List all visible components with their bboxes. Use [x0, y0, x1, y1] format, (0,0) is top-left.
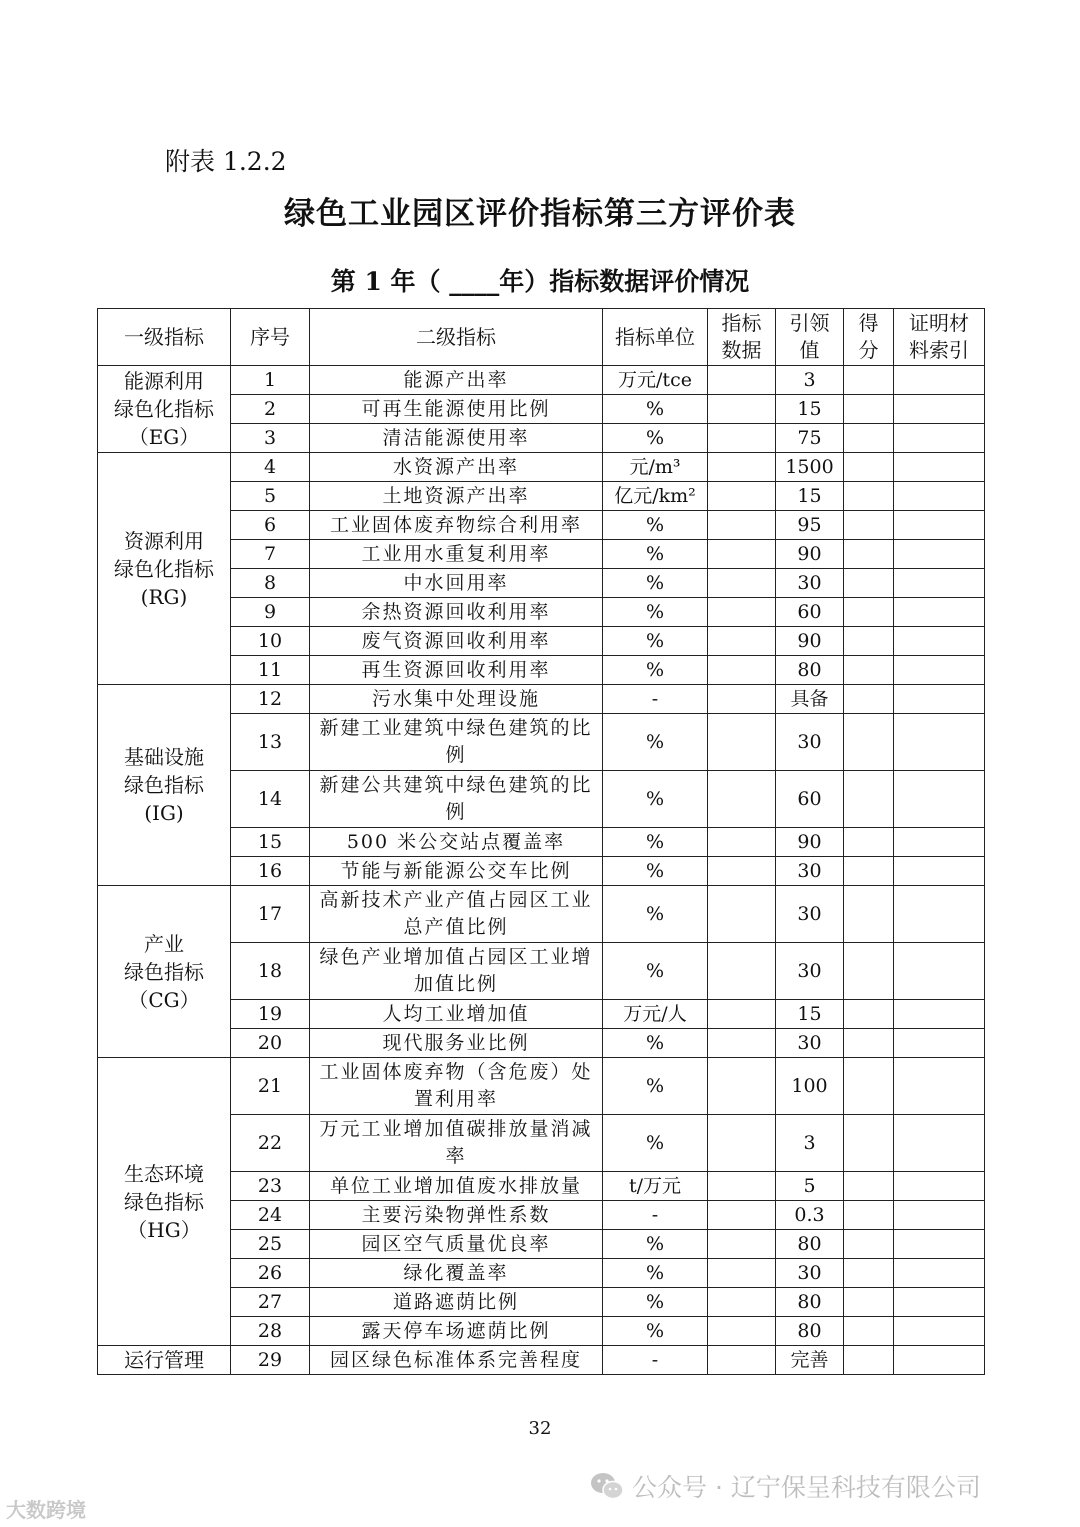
unit-cell: % — [603, 857, 708, 886]
level1-cell: 产业 绿色指标 （CG） — [98, 886, 231, 1058]
seq-cell: 29 — [231, 1346, 310, 1375]
seq-cell: 15 — [231, 828, 310, 857]
proof-cell — [894, 1288, 985, 1317]
proof-cell — [894, 1201, 985, 1230]
seq-cell: 17 — [231, 886, 310, 943]
table-body — [98, 366, 985, 1375]
data-cell — [708, 598, 776, 627]
lead-cell: 30 — [776, 943, 844, 1000]
header-proof: 证明材 料索引 — [894, 309, 985, 366]
table-row — [98, 1230, 985, 1259]
score-cell — [844, 395, 894, 424]
table-row — [98, 1115, 985, 1172]
proof-cell — [894, 1115, 985, 1172]
seq-cell: 13 — [231, 714, 310, 771]
unit-cell: % — [603, 1288, 708, 1317]
table-row — [98, 714, 985, 771]
table-row — [98, 482, 985, 511]
level1-cell: 能源利用 绿色化指标 （EG） — [98, 366, 231, 453]
unit-cell: % — [603, 627, 708, 656]
score-cell — [844, 886, 894, 943]
header-data: 指标 数据 — [708, 309, 776, 366]
level2-cell: 主要污染物弹性系数 — [310, 1201, 603, 1230]
lead-cell: 100 — [776, 1058, 844, 1115]
table-row — [98, 1172, 985, 1201]
appendix-label: 附表 1.2.2 — [165, 147, 287, 176]
lead-cell: 30 — [776, 1029, 844, 1058]
score-cell — [844, 1172, 894, 1201]
data-cell — [708, 656, 776, 685]
proof-cell — [894, 943, 985, 1000]
data-cell — [708, 395, 776, 424]
unit-cell: % — [603, 1259, 708, 1288]
score-cell — [844, 771, 894, 828]
unit-cell: % — [603, 511, 708, 540]
level2-cell: 园区绿色标准体系完善程度 — [310, 1346, 603, 1375]
seq-cell: 20 — [231, 1029, 310, 1058]
unit-cell: % — [603, 540, 708, 569]
level2-cell: 污水集中处理设施 — [310, 685, 603, 714]
level2-cell: 新建公共建筑中绿色建筑的比例 — [310, 771, 603, 828]
data-cell — [708, 857, 776, 886]
data-cell — [708, 540, 776, 569]
data-cell — [708, 685, 776, 714]
score-cell — [844, 1115, 894, 1172]
proof-cell — [894, 569, 985, 598]
level2-cell: 工业固体废弃物（含危废）处置利用率 — [310, 1058, 603, 1115]
score-cell — [844, 1230, 894, 1259]
seq-cell: 25 — [231, 1230, 310, 1259]
lead-cell: 5 — [776, 1172, 844, 1201]
unit-cell: % — [603, 1058, 708, 1115]
proof-cell — [894, 482, 985, 511]
score-cell — [844, 1346, 894, 1375]
level2-cell: 绿色产业增加值占园区工业增加值比例 — [310, 943, 603, 1000]
level2-cell: 万元工业增加值碳排放量消减率 — [310, 1115, 603, 1172]
data-cell — [708, 1029, 776, 1058]
data-cell — [708, 1288, 776, 1317]
lead-cell: 80 — [776, 1288, 844, 1317]
score-cell — [844, 540, 894, 569]
level1-cell: 生态环境 绿色指标 （HG） — [98, 1058, 231, 1346]
level1-cell: 运行管理 — [98, 1346, 231, 1375]
lead-cell: 30 — [776, 714, 844, 771]
proof-cell — [894, 685, 985, 714]
lead-cell: 30 — [776, 886, 844, 943]
table-row — [98, 1029, 985, 1058]
level2-cell: 能源产出率 — [310, 366, 603, 395]
unit-cell: 亿元/km² — [603, 482, 708, 511]
level2-cell: 现代服务业比例 — [310, 1029, 603, 1058]
table-row — [98, 1058, 985, 1115]
score-cell — [844, 511, 894, 540]
proof-cell — [894, 714, 985, 771]
level2-cell: 新建工业建筑中绿色建筑的比例 — [310, 714, 603, 771]
wechat-icon — [590, 1471, 624, 1501]
seq-cell: 9 — [231, 598, 310, 627]
lead-cell: 0.3 — [776, 1201, 844, 1230]
proof-cell — [894, 598, 985, 627]
unit-cell: 万元/tce — [603, 366, 708, 395]
level2-cell: 园区空气质量优良率 — [310, 1230, 603, 1259]
unit-cell: % — [603, 771, 708, 828]
lead-cell: 具备 — [776, 685, 844, 714]
proof-cell — [894, 771, 985, 828]
level2-cell: 余热资源回收利用率 — [310, 598, 603, 627]
level1-cell: 资源利用 绿色化指标 (RG) — [98, 453, 231, 685]
level2-cell: 500 米公交站点覆盖率 — [310, 828, 603, 857]
lead-cell: 3 — [776, 366, 844, 395]
seq-cell: 7 — [231, 540, 310, 569]
level1-cell: 基础设施 绿色指标 (IG) — [98, 685, 231, 886]
data-cell — [708, 1346, 776, 1375]
table-row — [98, 943, 985, 1000]
unit-cell: % — [603, 569, 708, 598]
level2-cell: 单位工业增加值废水排放量 — [310, 1172, 603, 1201]
table-row — [98, 627, 985, 656]
data-cell — [708, 886, 776, 943]
seq-cell: 12 — [231, 685, 310, 714]
proof-cell — [894, 453, 985, 482]
table-row — [98, 771, 985, 828]
table-row — [98, 656, 985, 685]
page-title: 绿色工业园区评价指标第三方评价表 — [284, 196, 796, 232]
score-cell — [844, 685, 894, 714]
level2-cell: 中水回用率 — [310, 569, 603, 598]
seq-cell: 3 — [231, 424, 310, 453]
table-row — [98, 424, 985, 453]
seq-cell: 23 — [231, 1172, 310, 1201]
level2-cell: 再生资源回收利用率 — [310, 656, 603, 685]
seq-cell: 27 — [231, 1288, 310, 1317]
seq-cell: 28 — [231, 1317, 310, 1346]
lead-cell: 90 — [776, 540, 844, 569]
data-cell — [708, 511, 776, 540]
seq-cell: 14 — [231, 771, 310, 828]
data-cell — [708, 424, 776, 453]
header-score: 得 分 — [844, 309, 894, 366]
header-level1: 一级指标 — [98, 309, 231, 366]
score-cell — [844, 1288, 894, 1317]
unit-cell: % — [603, 714, 708, 771]
header-seq: 序号 — [231, 309, 310, 366]
data-cell — [708, 627, 776, 656]
level2-cell: 工业用水重复利用率 — [310, 540, 603, 569]
lead-cell: 80 — [776, 1230, 844, 1259]
proof-cell — [894, 366, 985, 395]
proof-cell — [894, 395, 985, 424]
unit-cell: % — [603, 1115, 708, 1172]
score-cell — [844, 1000, 894, 1029]
lead-cell: 30 — [776, 1259, 844, 1288]
lead-cell: 90 — [776, 627, 844, 656]
data-cell — [708, 771, 776, 828]
lead-cell: 1500 — [776, 453, 844, 482]
seq-cell: 2 — [231, 395, 310, 424]
lead-cell: 60 — [776, 771, 844, 828]
lead-cell: 30 — [776, 857, 844, 886]
proof-cell — [894, 886, 985, 943]
seq-cell: 6 — [231, 511, 310, 540]
table-row — [98, 857, 985, 886]
data-cell — [708, 1317, 776, 1346]
table-row — [98, 685, 985, 714]
data-cell — [708, 828, 776, 857]
seq-cell: 19 — [231, 1000, 310, 1029]
unit-cell: % — [603, 656, 708, 685]
unit-cell: % — [603, 424, 708, 453]
data-cell — [708, 366, 776, 395]
table-row — [98, 1346, 985, 1375]
lead-cell: 75 — [776, 424, 844, 453]
table-row — [98, 395, 985, 424]
unit-cell: t/万元 — [603, 1172, 708, 1201]
data-cell — [708, 1201, 776, 1230]
score-cell — [844, 598, 894, 627]
unit-cell: % — [603, 395, 708, 424]
data-cell — [708, 482, 776, 511]
seq-cell: 1 — [231, 366, 310, 395]
seq-cell: 18 — [231, 943, 310, 1000]
proof-cell — [894, 1058, 985, 1115]
score-cell — [844, 656, 894, 685]
data-cell — [708, 1000, 776, 1029]
data-cell — [708, 714, 776, 771]
score-cell — [844, 366, 894, 395]
lead-cell: 80 — [776, 656, 844, 685]
evaluation-table — [97, 308, 985, 1375]
table-row — [98, 1317, 985, 1346]
data-cell — [708, 1259, 776, 1288]
proof-cell — [894, 857, 985, 886]
score-cell — [844, 1058, 894, 1115]
score-cell — [844, 569, 894, 598]
data-cell — [708, 569, 776, 598]
table-row — [98, 1259, 985, 1288]
proof-cell — [894, 1259, 985, 1288]
seq-cell: 4 — [231, 453, 310, 482]
unit-cell: 元/m³ — [603, 453, 708, 482]
unit-cell: % — [603, 943, 708, 1000]
corner-watermark: 大数跨境 — [6, 1498, 86, 1522]
level2-cell: 人均工业增加值 — [310, 1000, 603, 1029]
data-cell — [708, 1172, 776, 1201]
data-cell — [708, 1115, 776, 1172]
unit-cell: % — [603, 886, 708, 943]
seq-cell: 16 — [231, 857, 310, 886]
seq-cell: 24 — [231, 1201, 310, 1230]
lead-cell: 15 — [776, 482, 844, 511]
proof-cell — [894, 540, 985, 569]
level2-cell: 可再生能源使用比例 — [310, 395, 603, 424]
proof-cell — [894, 828, 985, 857]
seq-cell: 21 — [231, 1058, 310, 1115]
score-cell — [844, 857, 894, 886]
table-row — [98, 569, 985, 598]
proof-cell — [894, 1029, 985, 1058]
unit-cell: % — [603, 1317, 708, 1346]
level2-cell: 高新技术产业产值占园区工业总产值比例 — [310, 886, 603, 943]
unit-cell: % — [603, 598, 708, 627]
table-row — [98, 511, 985, 540]
level2-cell: 废气资源回收利用率 — [310, 627, 603, 656]
proof-cell — [894, 1230, 985, 1259]
header-unit: 指标单位 — [603, 309, 708, 366]
level2-cell: 节能与新能源公交车比例 — [310, 857, 603, 886]
level2-cell: 水资源产出率 — [310, 453, 603, 482]
score-cell — [844, 828, 894, 857]
table-row — [98, 453, 985, 482]
score-cell — [844, 943, 894, 1000]
table-row — [98, 828, 985, 857]
table-row — [98, 366, 985, 395]
level2-cell: 道路遮荫比例 — [310, 1288, 603, 1317]
data-cell — [708, 1058, 776, 1115]
score-cell — [844, 453, 894, 482]
score-cell — [844, 714, 894, 771]
proof-cell — [894, 511, 985, 540]
lead-cell: 90 — [776, 828, 844, 857]
level2-cell: 工业固体废弃物综合利用率 — [310, 511, 603, 540]
lead-cell: 3 — [776, 1115, 844, 1172]
score-cell — [844, 1317, 894, 1346]
proof-cell — [894, 1346, 985, 1375]
data-cell — [708, 943, 776, 1000]
watermark — [590, 1468, 981, 1504]
seq-cell: 26 — [231, 1259, 310, 1288]
proof-cell — [894, 1172, 985, 1201]
table-row — [98, 1288, 985, 1317]
proof-cell — [894, 424, 985, 453]
unit-cell: - — [603, 1346, 708, 1375]
header-lead: 引领 值 — [776, 309, 844, 366]
table-row — [98, 1201, 985, 1230]
proof-cell — [894, 1317, 985, 1346]
score-cell — [844, 424, 894, 453]
page-number: 32 — [528, 1418, 552, 1439]
page-subtitle: 第 1 年（ ____年）指标数据评价情况 — [330, 267, 750, 296]
lead-cell: 15 — [776, 1000, 844, 1029]
proof-cell — [894, 1000, 985, 1029]
seq-cell: 22 — [231, 1115, 310, 1172]
table-row — [98, 1000, 985, 1029]
proof-cell — [894, 627, 985, 656]
level2-cell: 清洁能源使用率 — [310, 424, 603, 453]
data-cell — [708, 453, 776, 482]
header-level2: 二级指标 — [310, 309, 603, 366]
lead-cell: 80 — [776, 1317, 844, 1346]
score-cell — [844, 627, 894, 656]
unit-cell: 万元/人 — [603, 1000, 708, 1029]
score-cell — [844, 482, 894, 511]
unit-cell: % — [603, 1230, 708, 1259]
watermark-text: 公众号 · 辽宁保呈科技有限公司 — [632, 1473, 981, 1502]
level2-cell: 土地资源产出率 — [310, 482, 603, 511]
lead-cell: 完善 — [776, 1346, 844, 1375]
unit-cell: - — [603, 685, 708, 714]
table-row — [98, 598, 985, 627]
seq-cell: 5 — [231, 482, 310, 511]
score-cell — [844, 1259, 894, 1288]
unit-cell: - — [603, 1201, 708, 1230]
proof-cell — [894, 656, 985, 685]
lead-cell: 15 — [776, 395, 844, 424]
unit-cell: % — [603, 1029, 708, 1058]
level2-cell: 绿化覆盖率 — [310, 1259, 603, 1288]
seq-cell: 11 — [231, 656, 310, 685]
seq-cell: 10 — [231, 627, 310, 656]
data-cell — [708, 1230, 776, 1259]
lead-cell: 60 — [776, 598, 844, 627]
score-cell — [844, 1201, 894, 1230]
lead-cell: 30 — [776, 569, 844, 598]
level2-cell: 露天停车场遮荫比例 — [310, 1317, 603, 1346]
score-cell — [844, 1029, 894, 1058]
seq-cell: 8 — [231, 569, 310, 598]
unit-cell: % — [603, 828, 708, 857]
lead-cell: 95 — [776, 511, 844, 540]
table-row — [98, 886, 985, 943]
table-row — [98, 540, 985, 569]
